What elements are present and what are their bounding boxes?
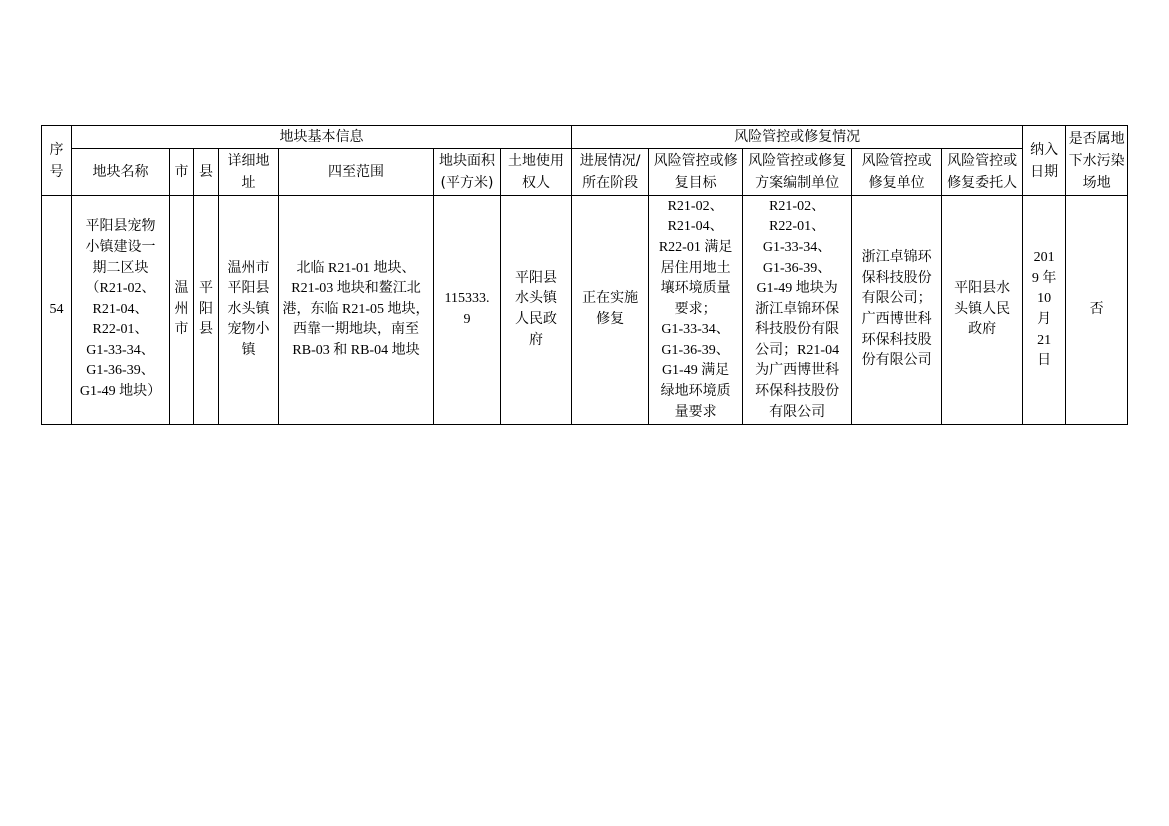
header-progress: 进展情况/ 所在阶段 [572, 149, 649, 196]
header-site-name: 地块名称 [72, 149, 170, 196]
cell-city: 温 州 市 [170, 196, 194, 425]
header-county: 县 [194, 149, 219, 196]
cell-county: 平 阳 县 [194, 196, 219, 425]
cell-progress: 正在实施 修复 [572, 196, 649, 425]
header-repair-unit: 风险管控或 修复单位 [852, 149, 942, 196]
header-risk-info: 风险管控或修复情况 [572, 126, 1023, 149]
cell-groundwater: 否 [1066, 196, 1128, 425]
cell-site-name: 平阳县宠物 小镇建设一 期二区块 （R21-02、 R21-04、 R22-01、 G1-33-34、 G1-36-39、 G1-49 地块） [72, 196, 170, 425]
header-plan-unit: 风险管控或修复 方案编制单位 [743, 149, 852, 196]
header-area: 地块面积 (平方米) [434, 149, 501, 196]
header-seq: 序 号 [42, 126, 72, 196]
cell-client: 平阳县水 头镇人民 政府 [942, 196, 1023, 425]
site-table [41, 125, 1128, 425]
table-row [42, 196, 1128, 425]
cell-owner: 平阳县 水头镇 人民政 府 [501, 196, 572, 425]
cell-bounds: 北临 R21-01 地块、 R21-03 地块和鳌江北 港，东临 R21-05 地块， 西靠一期地块，南至 RB-03 和 RB-04 地块 [279, 196, 434, 425]
header-row-group [42, 126, 1128, 149]
header-basic-info: 地块基本信息 [72, 126, 572, 149]
cell-area: 115333. 9 [434, 196, 501, 425]
header-include-date: 纳入 日期 [1023, 126, 1066, 196]
cell-repair-unit: 浙江卓锦环 保科技股份 有限公司； 广西博世科 环保科技股 份有限公司 [852, 196, 942, 425]
header-address: 详细地 址 [219, 149, 279, 196]
cell-plan-unit: R21-02、 R22-01、 G1-33-34、 G1-36-39、 G1-49 地块为 浙江卓锦环保 科技股份有限 公司；R21-04 为广西博世科 环保科技股份 有限公司 [743, 196, 852, 425]
cell-target: R21-02、 R21-04、 R22-01 满足 居住用地土 壤环境质量 要求； G1-33-34、 G1-36-39、 G1-49 满足 绿地环境质 量要求 [649, 196, 743, 425]
header-city: 市 [170, 149, 194, 196]
cell-seq: 54 [42, 196, 72, 425]
header-target: 风险管控或修 复目标 [649, 149, 743, 196]
header-client: 风险管控或 修复委托人 [942, 149, 1023, 196]
header-row-columns [42, 149, 1128, 196]
cell-address: 温州市 平阳县 水头镇 宠物小 镇 [219, 196, 279, 425]
header-owner: 土地使用 权人 [501, 149, 572, 196]
cell-include-date: 201 9 年 10 月 21 日 [1023, 196, 1066, 425]
header-bounds: 四至范围 [279, 149, 434, 196]
header-groundwater: 是否属地 下水污染 场地 [1066, 126, 1128, 196]
